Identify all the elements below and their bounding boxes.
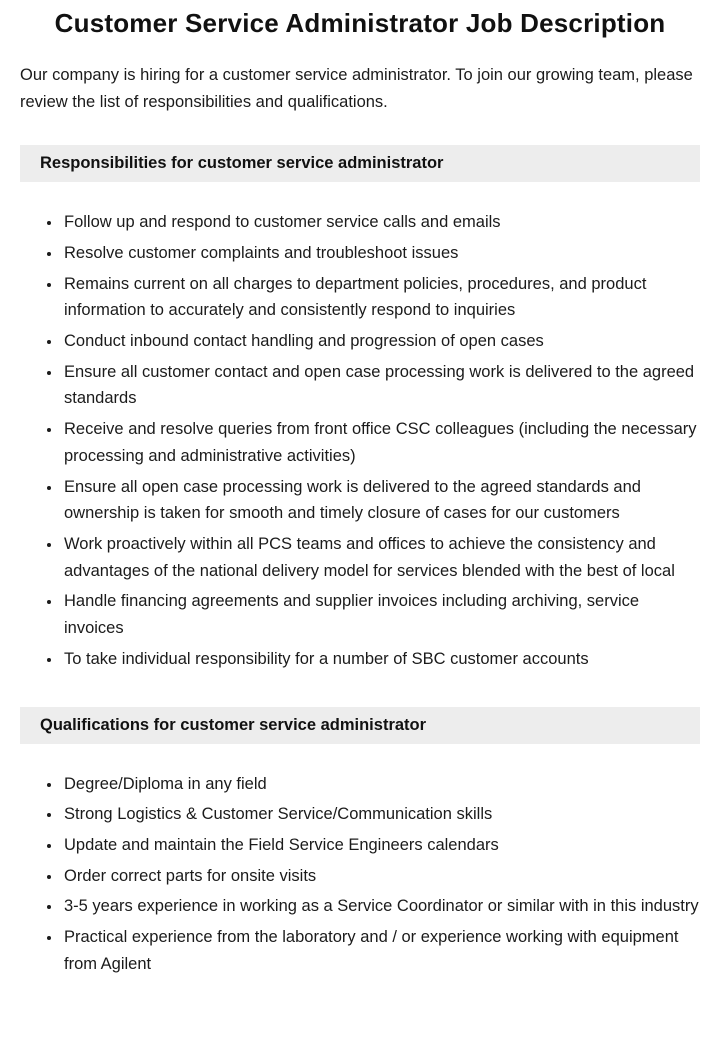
list-item: • Work proactively within all PCS teams and offices to achieve the consistency and advantages of the national delivery model for services blended with the best of local (62, 531, 700, 584)
list-item: • 3-5 years experience in working as a Service Coordinator or similar with in this industry (62, 893, 700, 920)
page-title: Customer Service Administrator Job Description (54, 8, 666, 38)
qualifications-list (20, 771, 700, 978)
list-item: • Update and maintain the Field Service Engineers calendars (62, 832, 700, 859)
qualifications-heading: Qualifications for customer service administrator (20, 707, 700, 744)
responsibilities-list (20, 209, 700, 673)
list-item: • Handle financing agreements and supplier invoices including archiving, service invoices (62, 588, 700, 641)
list-item: • Receive and resolve queries from front office CSC colleagues (including the necessary processing and administrative activities) (62, 416, 700, 469)
list-item: • To take individual responsibility for a number of SBC customer accounts (62, 646, 700, 673)
list-item: • Ensure all customer contact and open case processing work is delivered to the agreed standards (62, 359, 700, 412)
list-item: • Practical experience from the laboratory and / or experience working with equipment from Agilent (62, 924, 700, 977)
responsibilities-heading: Responsibilities for customer service administrator (20, 145, 700, 182)
responsibilities-section (0, 145, 720, 673)
intro-paragraph: Our company is hiring for a customer service administrator. To join our growing team, please review the list of responsibilities and qualifications. (20, 66, 693, 111)
list-item: • Conduct inbound contact handling and progression of open cases (62, 328, 700, 355)
list-item: • Strong Logistics & Customer Service/Communication skills (62, 801, 700, 828)
list-item: • Remains current on all charges to department policies, procedures, and product information to accurately and consistently respond to inquiries (62, 271, 700, 324)
list-item: • Follow up and respond to customer service calls and emails (62, 209, 700, 236)
list-item: • Ensure all open case processing work is delivered to the agreed standards and ownership is taken for smooth and timely closure of cases for our customers (62, 474, 700, 527)
list-item: • Order correct parts for onsite visits (62, 863, 700, 890)
list-item: • Resolve customer complaints and troubleshoot issues (62, 240, 700, 267)
list-item: • Degree/Diploma in any field (62, 771, 700, 798)
qualifications-section (0, 707, 720, 978)
